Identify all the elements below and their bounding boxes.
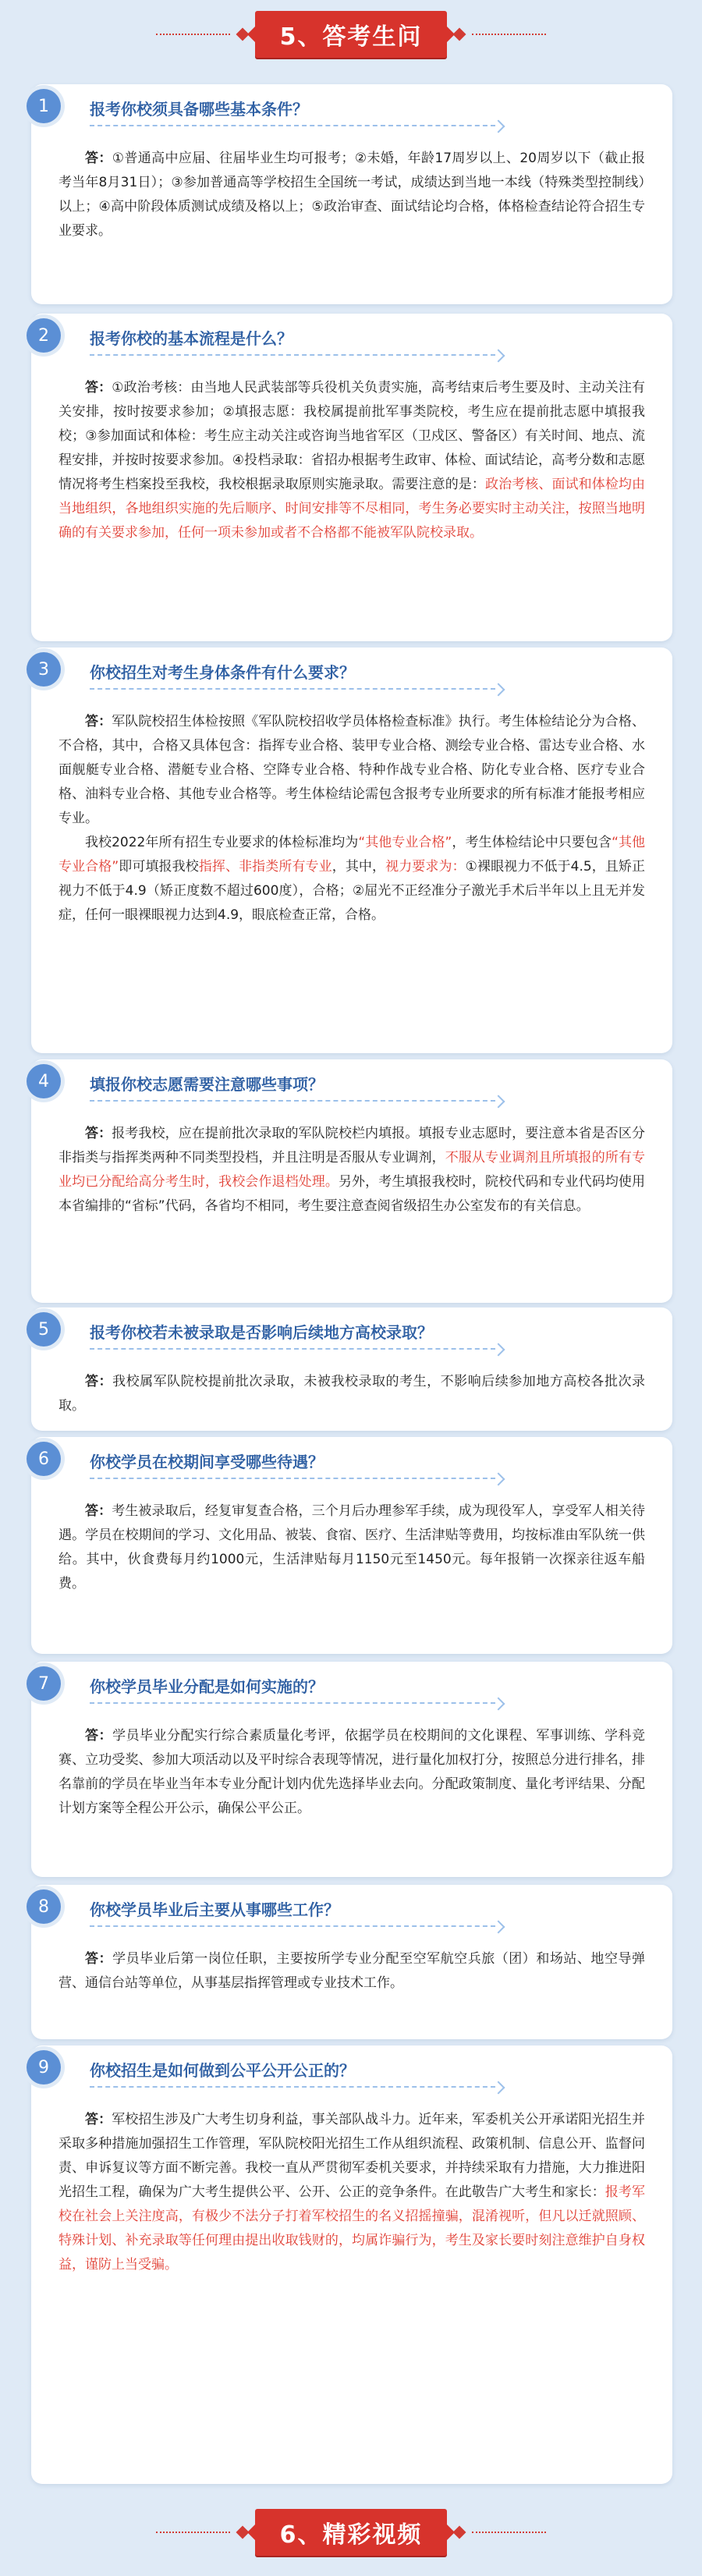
question-underline bbox=[90, 125, 495, 126]
question-text: 报考你校若未被录取是否影响后续地方高校录取？ bbox=[90, 1323, 433, 1342]
section-title: 6、精彩视频 bbox=[255, 2509, 448, 2556]
question-underline bbox=[90, 1348, 495, 1350]
qa-card-3 bbox=[31, 648, 672, 1053]
diamond-icon bbox=[453, 28, 466, 41]
question-underline bbox=[90, 1100, 495, 1102]
question-underline bbox=[90, 1925, 495, 1927]
qa-card-8 bbox=[31, 1885, 672, 2039]
qa-card-4 bbox=[31, 1059, 672, 1303]
answer-body: 答：①政治考核：由当地人民武装部等兵役机关负责实施，高考结束后考生要及时、主动关注有关安排，按时按要求参加；②填报志愿：我校属提前批军事类院校，考生应在提前批志愿中填报我校；③参加面试和体检：考生应主动关注或咨询当地省军区（卫戍区、警备区）有关时间、地点、流程安排，并按时按要求参加。④投档录取：省招办根据考生政审、体检、面试结论，高考分数和志愿情况将考生档案投至我校，我校根据录取原则实施录取。需要注意的是：政治考核、面试和体检均由当地组织，各地组织实施的先后顺序、时间安排等不尽相同，考生务必要实时主动关注，按照当地明确的有关要求参加，任何一项未参加或者不合格都不能被军队院校录取。 bbox=[58, 380, 646, 541]
question-text: 填报你校志愿需要注意哪些事项？ bbox=[90, 1075, 324, 1094]
question-number-badge: 1 bbox=[27, 89, 61, 123]
question-underline bbox=[90, 2086, 495, 2088]
divider-left bbox=[156, 2532, 230, 2533]
divider-right bbox=[472, 34, 546, 35]
answer-body: 答：考生被录取后，经复审复查合格，三个月后办理参军手续，成为现役军人，享受军人相关待遇。学员在校期间的学习、文化用品、被装、食宿、医疗、生活津贴等费用，均按标准由军队统一供给。其中，伙食费每月约1000元，生活津贴每月1150元至1450元。每年报销一次探亲往返车船费。 bbox=[58, 1503, 646, 1591]
answer-body: 答：军校招生涉及广大考生切身利益，事关部队战斗力。近年来，军委机关公开承诺阳光招生并采取多种措施加强招生工作管理，军队院校阳光招生工作从组织流程、政策机制、信息公开、监督问责、申诉复议等方面不断完善。我校一直从严贯彻军委机关要求，并持续采取有力措施，大力推进阳光招生工程，确保为广大考生提供公平、公开、公正的竞争条件。在此敬告广大考生和家长：报考军校在社会上关注度高，有极少不法分子打着军校招生的名义招摇撞骗，混淆视听，但凡以迁就照顾、特殊计划、补充录取等任何理由提出收取钱财的，均属诈骗行为，考生及家长要时刻注意维护自身权益，谨防上当受骗。 bbox=[58, 2112, 646, 2273]
question-number-badge: 2 bbox=[27, 318, 61, 353]
question-text: 你校学员毕业后主要从事哪些工作？ bbox=[90, 1900, 339, 1919]
answer-body: 答：学员毕业后第一岗位任职，主要按所学专业分配至空军航空兵旅（团）和场站、地空导弹营、通信台站等单位，从事基层指挥管理或专业技术工作。 bbox=[58, 1951, 646, 1991]
section-title: 5、答考生问 bbox=[255, 11, 448, 58]
section-5-banner bbox=[0, 11, 702, 58]
qa-card-6 bbox=[31, 1437, 672, 1654]
qa-card-2 bbox=[31, 314, 672, 641]
answer-body: 答：学员毕业分配实行综合素质量化考评，依据学员在校期间的文化课程、军事训练、学科竞赛、立功受奖、参加大项活动以及平时综合表现等情况，进行量化加权打分，按照总分进行排名，排名靠前的学员在毕业当年本专业分配计划内优先选择毕业去向。分配政策制度、量化考评结果、分配计划方案等全程公开公示，确保公平公正。 bbox=[58, 1728, 646, 1816]
question-underline bbox=[90, 354, 495, 356]
question-number-badge: 4 bbox=[27, 1064, 61, 1098]
answer-body: 答：报考我校，应在提前批次录取的军队院校栏内填报。填报专业志愿时，要注意本省是否区分非指类与指挥类两种不同类型投档，并且注明是否服从专业调剂，不服从专业调剂且所填报的所有专业均已分配给高分考生时，我校会作退档处理。另外，考生填报我校时，院校代码和专业代码均使用本省编排的“省标”代码，各省均不相同，考生要注意查阅省级招生办公室发布的有关信息。 bbox=[58, 1126, 646, 1214]
question-underline bbox=[90, 688, 495, 690]
divider-left bbox=[156, 34, 230, 35]
diamond-icon bbox=[453, 2526, 466, 2539]
qa-card-5 bbox=[31, 1308, 672, 1431]
section-6-banner bbox=[0, 2509, 702, 2556]
question-underline bbox=[90, 1478, 495, 1479]
question-text: 你校学员毕业分配是如何实施的？ bbox=[90, 1677, 324, 1696]
question-number-badge: 3 bbox=[27, 652, 61, 687]
question-number-badge: 8 bbox=[27, 1889, 61, 1924]
question-underline bbox=[90, 1702, 495, 1704]
question-number-badge: 9 bbox=[27, 2050, 61, 2085]
qa-card-7 bbox=[31, 1662, 672, 1877]
question-number-badge: 5 bbox=[27, 1312, 61, 1347]
qa-card-9 bbox=[31, 2046, 672, 2484]
divider-right bbox=[472, 2532, 546, 2533]
answer-body: 答：军队院校招生体检按照《军队院校招收学员体格检查标准》执行。考生体检结论分为合格、不合格，其中，合格又具体包含：指挥专业合格、装甲专业合格、测绘专业合格、雷达专业合格、水面舰艇专业合格、潜艇专业合格、空降专业合格、特种作战专业合格、防化专业合格、医疗专业合格、油料专业合格、其他专业合格等。考生体检结论需包含报考专业所要求的所有标准才能报考相应专业。 我校2022年所有招生专业要求的体检标准均为“其他专业合格”，考生体检结论中只要包含“其他专业合格”即可填报我校指挥、非指类所有专业，其中，视力要求为：①裸眼视力不低于4.5，且矫正视力不低于4.9（矫正度数不超过600度），合格；②屈光不正经准分子激光手术后半年以上且无并发症，任何一眼裸眼视力达到4.9，眼底检查正常，合格。 bbox=[58, 714, 646, 923]
question-text: 你校学员在校期间享受哪些待遇？ bbox=[90, 1453, 324, 1471]
question-text: 报考你校的基本流程是什么？ bbox=[90, 329, 292, 348]
answer-body: 答：①普通高中应届、往届毕业生均可报考；②未婚，年龄17周岁以上、20周岁以下（截止报考当年8月31日）；③参加普通高等学校招生全国统一考试，成绩达到当地一本线（特殊类型控制线）以上；④高中阶段体质测试成绩及格以上；⑤政治审查、面试结论均合格，体格检查结论符合招生专业要求。 bbox=[58, 151, 645, 239]
answer-body: 答：我校属军队院校提前批次录取，未被我校录取的考生，不影响后续参加地方高校各批次录取。 bbox=[58, 1374, 646, 1414]
question-text: 你校招生是如何做到公平公开公正的？ bbox=[90, 2061, 355, 2080]
qa-card-1 bbox=[31, 84, 672, 304]
question-text: 你校招生对考生身体条件有什么要求？ bbox=[90, 663, 355, 682]
question-number-badge: 6 bbox=[27, 1442, 61, 1476]
question-text: 报考你校须具备哪些基本条件？ bbox=[90, 100, 308, 119]
question-number-badge: 7 bbox=[27, 1666, 61, 1701]
